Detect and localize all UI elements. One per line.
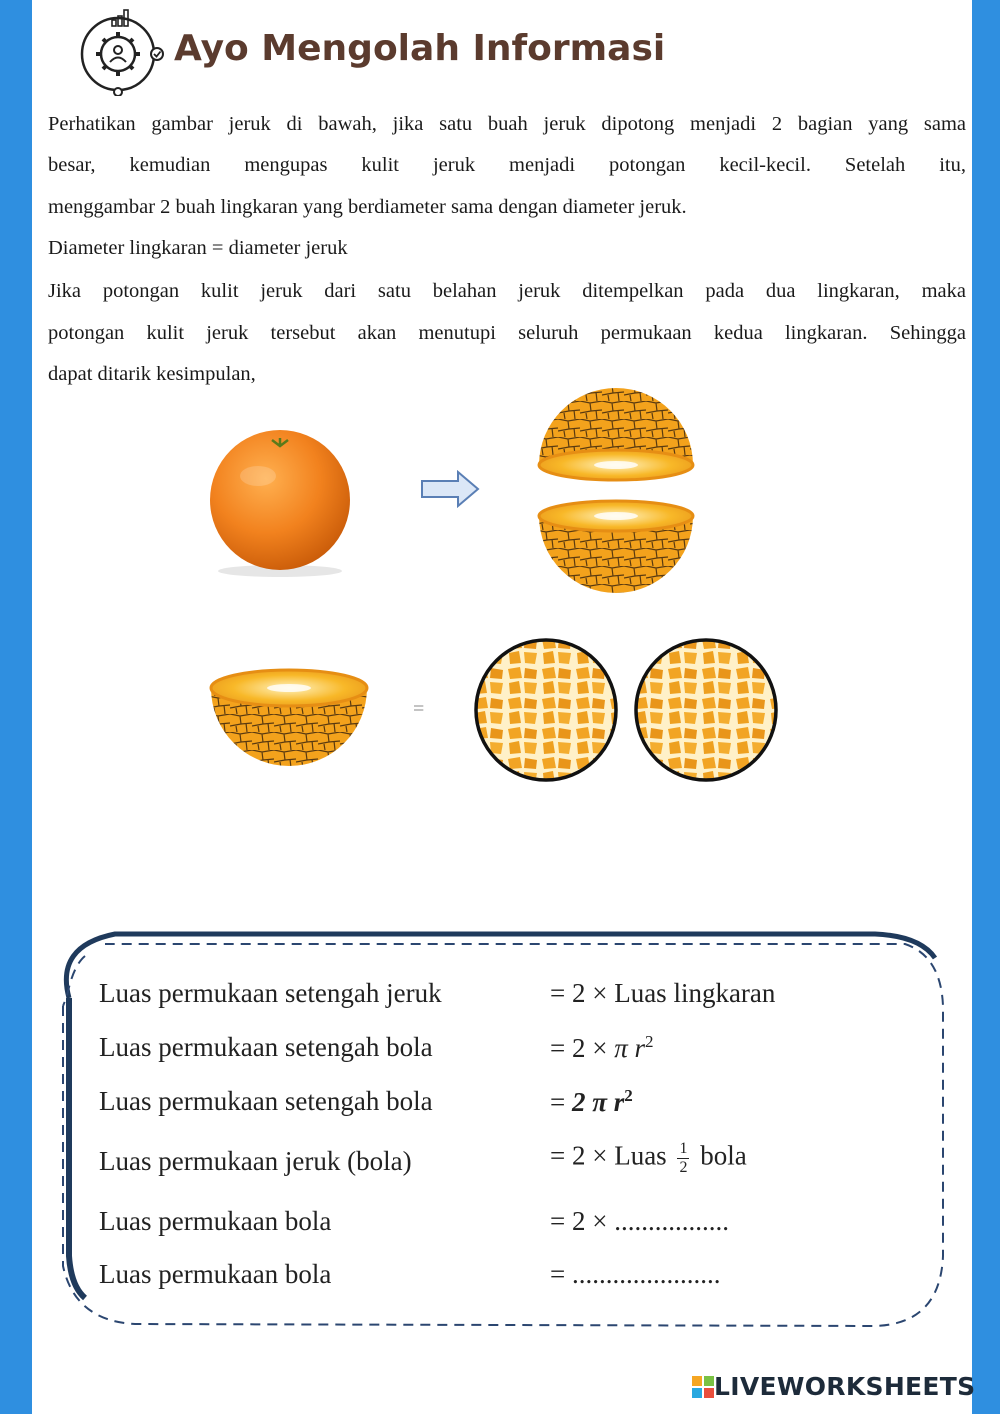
arrow-right-icon <box>420 470 482 508</box>
formula-label: Luas permukaan jeruk (bola) <box>99 1146 412 1176</box>
liveworksheets-logo <box>692 1372 975 1408</box>
formula-value <box>550 1086 633 1118</box>
paragraph-line: menggambar 2 buah lingkaran yang berdiameter sama dengan diameter jeruk. <box>48 196 687 218</box>
logo-text: LIVEWORKSHEETS <box>714 1372 976 1401</box>
peel-circle-1-image <box>472 636 620 784</box>
whole-orange-image <box>196 428 366 578</box>
paragraph-line: besar, kemudian mengupas kulit jeruk menjadi potongan kecil-kecil. Setelah itu, <box>48 154 966 176</box>
peel-circle-2-image <box>632 636 780 784</box>
formula-label: Luas permukaan bola <box>99 1259 332 1289</box>
answer-blank-2[interactable]: = ...................... <box>550 1259 721 1289</box>
paragraph-line: Jika potongan kulit jeruk dari satu belahan jeruk ditempelkan pada dua lingkaran, maka <box>48 280 966 302</box>
formula-value <box>550 1140 747 1177</box>
formula-label: Luas permukaan setengah bola <box>99 1032 433 1062</box>
formula-exponent: 2 <box>624 1086 633 1105</box>
orange-top-half-image <box>536 383 696 483</box>
formula-prefix: = 2 × Luas <box>550 1140 674 1171</box>
fraction-denominator: 2 <box>679 1159 688 1176</box>
paragraph-line: Diameter lingkaran = diameter jeruk <box>48 237 348 259</box>
formula-value: = 2 × Luas lingkaran <box>550 978 776 1008</box>
formula-label: Luas permukaan setengah jeruk <box>99 978 442 1008</box>
formula-value <box>550 1032 654 1064</box>
fraction <box>677 1140 689 1177</box>
equals-sign: = <box>413 698 425 720</box>
formula-suffix: bola <box>693 1140 747 1171</box>
fraction-numerator: 1 <box>679 1140 688 1157</box>
page-title: Ayo Mengolah Informasi <box>174 28 666 69</box>
formula-prefix: = <box>550 1087 572 1117</box>
paragraph-line: Perhatikan gambar jeruk di bawah, jika satu buah jeruk dipotong menjadi 2 bagian yang sama <box>48 113 966 135</box>
answer-blank-1[interactable]: = 2 × ................. <box>550 1206 729 1236</box>
paragraph-line: potongan kulit jeruk tersebut akan menutupi seluruh permukaan kedua lingkaran. Sehingga <box>48 322 966 344</box>
orange-bottom-half-image <box>536 494 696 594</box>
logo-squares-icon <box>692 1376 714 1398</box>
formula-prefix: = 2 × <box>550 1033 615 1063</box>
formula-math: π r <box>614 1033 646 1063</box>
formula-exponent: 2 <box>645 1032 654 1051</box>
paragraph-line: dapat ditarik kesimpulan, <box>48 363 256 385</box>
orange-half-image <box>208 660 370 770</box>
formula-label: Luas permukaan bola <box>99 1206 332 1236</box>
gear-person-chart-icon <box>78 6 168 96</box>
formula-label: Luas permukaan setengah bola <box>99 1086 433 1116</box>
formula-math: 2 π r <box>571 1087 625 1117</box>
